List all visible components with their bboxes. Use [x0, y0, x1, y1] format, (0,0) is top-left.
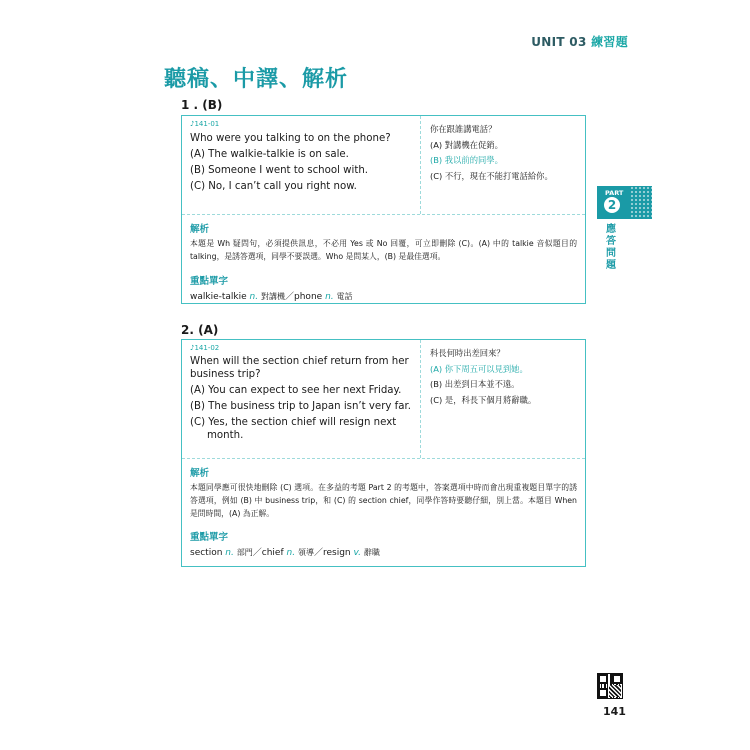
q2-zh-c: (C) 是，科長下個月將辭職。	[430, 394, 537, 405]
part-title-vertical	[606, 224, 618, 272]
q2-zh-b: (B) 出差到日本並不遠。	[430, 379, 520, 389]
q2-option-a: (A) You can expect to see her next Friday.	[190, 385, 402, 396]
vocab-meaning: 對講機	[261, 292, 285, 301]
q1-zh-question: 你在跟誰講電話？	[430, 124, 497, 134]
unit-accent: 練習題	[591, 35, 628, 49]
q2-box	[181, 339, 586, 567]
q2-explanation-heading: 解析	[190, 468, 210, 479]
vocab-meaning: 電話	[336, 292, 353, 301]
vocab-word: walkie-talkie	[190, 292, 247, 302]
q2-option-c-line2: month.	[207, 430, 244, 441]
q1-option-b: (B) Someone I went to school with.	[190, 165, 369, 176]
q1-label: 1 . (B)	[181, 98, 223, 112]
dot-pattern	[630, 186, 652, 219]
q2-option-c-line1: (C) Yes, the section chief will resign next	[190, 417, 397, 428]
vocab-pos: v.	[353, 548, 361, 558]
part-tab	[597, 186, 652, 219]
qr-code-icon	[597, 673, 623, 699]
unit-label: UNIT 03	[531, 35, 592, 49]
vocab-word: phone	[294, 292, 323, 302]
q1-vocab: walkie-talkie n. 對講機／phone n. 電話	[190, 292, 353, 302]
q2-option-b: (B) The business trip to Japan isn’t very far.	[190, 401, 411, 412]
q1-zh-a: (A) 對講機在促銷。	[430, 139, 503, 150]
q2-vocab-heading: 重點單字	[190, 532, 229, 543]
audio-track-icon: ♪141-01	[190, 120, 220, 128]
q1-zh-b: (B) 我以前的同學。	[430, 155, 503, 165]
q1-zh-c: (C) 不行，現在不能打電話給你。	[430, 170, 553, 181]
vocab-word: resign	[322, 548, 351, 558]
q1-box	[181, 115, 586, 304]
audio-track-icon: ♪141-02	[190, 344, 220, 352]
page-title: 聽稿、中譯、解析	[164, 67, 349, 92]
q1-vocab-heading: 重點單字	[190, 276, 229, 287]
q2-question-line1: When will the section chief return from her	[190, 356, 409, 367]
unit-header	[531, 33, 628, 50]
part-title-char: 題	[606, 260, 616, 271]
q2-vocab: section n. 部門／chief n. 領導／resign v. 辭職	[190, 548, 380, 558]
part-number-badge: 2	[604, 197, 620, 213]
vocab-meaning: 領導	[297, 548, 314, 557]
q1-explanation	[182, 215, 585, 310]
page-number: 141	[603, 705, 626, 718]
part-title-char: 應	[606, 224, 616, 235]
vocab-pos: n.	[286, 548, 296, 558]
q2-zh-question: 科長何時出差回來？	[430, 348, 505, 358]
vocab-meaning: 部門	[236, 548, 253, 557]
q2-explanation-text: 本題同學應可很快地刪除 (C) 選項。在多益的考題 Part 2 的考題中，答案選項中時而會出現重複題目單字的誘答選項，例如 (B) 中 business trip，和 (C) 的 section chief，同學作答時要聽仔細，別上當。本題目 When 是問時間，(A) 為正解。	[190, 483, 577, 518]
vocab-word: section	[190, 548, 223, 558]
q1-explanation-heading: 解析	[190, 224, 210, 235]
vocab-meaning: 辭職	[363, 548, 380, 557]
q1-question: Who were you talking to on the phone?	[190, 133, 391, 144]
q1-explanation-text: 本題是 Wh 疑問句，必須提供訊息，不必用 Yes 或 No 回覆，可立即刪除 (C)。(A) 中的 talkie 音似題目的 talking，是誘答選項，同學不要誤選。Who 是問某人，(B) 是最佳選項。	[190, 239, 577, 261]
q2-zh-a: (A) 你下周五可以見到她。	[430, 363, 528, 374]
part-title-char: 答	[606, 236, 616, 247]
vocab-pos: n.	[249, 292, 259, 302]
q2-label: 2. (A)	[181, 323, 219, 337]
vocab-word: chief	[261, 548, 284, 558]
vocab-pos: n.	[225, 548, 234, 558]
q2-english	[182, 340, 421, 458]
part-title-char: 問	[606, 248, 616, 259]
q2-question-line2: business trip?	[190, 369, 261, 380]
q2-translation	[421, 340, 585, 458]
q2-explanation	[182, 459, 585, 566]
q1-translation	[421, 116, 585, 214]
part-label: PART	[605, 189, 624, 197]
vocab-pos: n.	[325, 292, 334, 302]
q1-option-c: (C) No, I can’t call you right now.	[190, 181, 357, 192]
q1-english	[182, 116, 421, 214]
q1-option-a: (A) The walkie-talkie is on sale.	[190, 149, 349, 160]
